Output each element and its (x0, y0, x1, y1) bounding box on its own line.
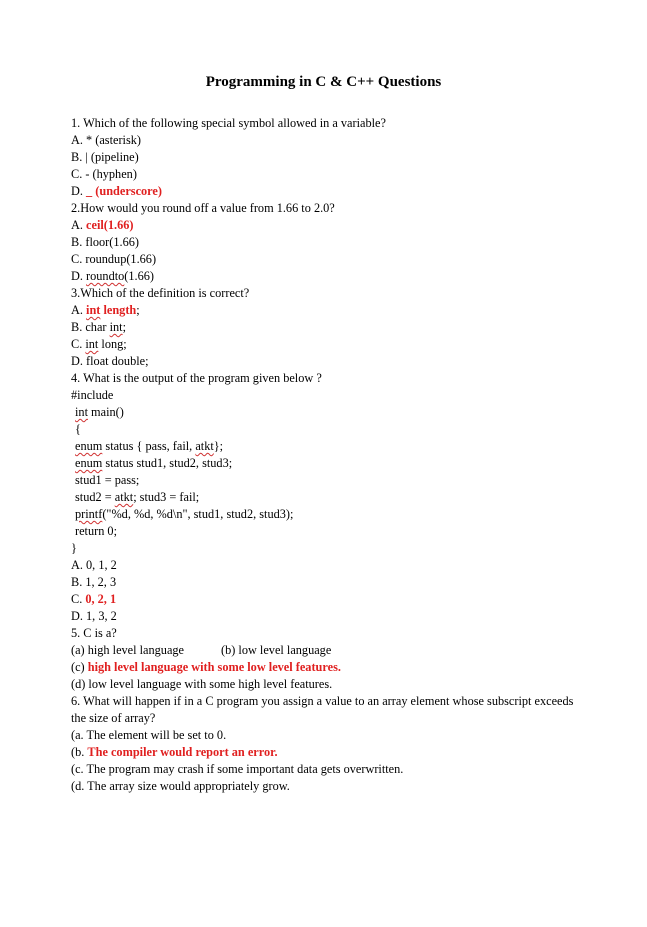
q4-question: 4. What is the output of the program given below ? (71, 371, 322, 385)
code-return: return 0; (75, 524, 118, 538)
q3-option-a (71, 302, 591, 319)
code-enum-def (71, 438, 591, 455)
question-list (71, 115, 591, 795)
q1-option-a: A. * (asterisk) (71, 133, 142, 147)
code-text: status { pass, fail, (102, 439, 196, 453)
code-text: main() (87, 405, 124, 419)
option-prefix: C. (71, 592, 86, 606)
page-title: Programming in C & C++ Questions (205, 74, 442, 90)
q6-option-c: (c. The program may crash if some important data gets overwritten. (71, 762, 404, 776)
option-prefix: (c) (71, 660, 88, 674)
spellcheck-word: roundto (86, 269, 125, 283)
code-open-brace: { (75, 422, 81, 436)
code-text: stud2 = (75, 490, 115, 504)
q1-correct-answer: _ (underscore) (86, 184, 162, 198)
q5-option-c (71, 659, 591, 676)
q2-question: 2.How would you round off a value from 1.66 to 2.0? (71, 201, 335, 215)
option-suffix: ; (122, 320, 126, 334)
q2-option-c: C. roundup(1.66) (71, 252, 157, 266)
code-include: #include (71, 388, 114, 402)
code-text: ; stud3 = fail; (133, 490, 200, 504)
q3-option-b (71, 319, 591, 336)
q4-option-a: A. 0, 1, 2 (71, 558, 117, 572)
q3-option-d: D. float double; (71, 354, 149, 368)
option-prefix: B. char (71, 320, 110, 334)
q2-option-b: B. floor(1.66) (71, 235, 139, 249)
spellcheck-word: atkt (195, 439, 214, 453)
spellcheck-word: int (75, 405, 88, 419)
q2-correct-answer: ceil(1.66) (86, 218, 134, 232)
q2-option-d (71, 268, 591, 285)
q6-correct-answer: The compiler would report an error. (87, 745, 278, 759)
code-text: }; (213, 439, 224, 453)
q3-correct-answer (86, 303, 136, 317)
q6-option-a: (a. The element will be set to 0. (71, 728, 227, 742)
q6-question: 6. What will happen if in a C program you assign a value to an array element whose subscript exceeds the size of array? (71, 694, 574, 725)
q5-correct-answer: high level language with some low level features. (87, 660, 341, 674)
option-prefix: A. (71, 303, 87, 317)
q5-question: 5. C is a? (71, 626, 117, 640)
option-prefix: C. (71, 337, 86, 351)
q4-option-d: D. 1, 3, 2 (71, 609, 117, 623)
code-close-brace: } (71, 541, 77, 555)
q1-option-d (71, 183, 591, 200)
code-printf (71, 506, 591, 523)
q3-option-c (71, 336, 591, 353)
spellcheck-word: int (109, 320, 123, 334)
code-assign-2 (71, 489, 591, 506)
q2-option-a (71, 217, 591, 234)
q1-option-c: C. - (hyphen) (71, 167, 137, 181)
q5-options-ab (71, 642, 591, 659)
answer-rest: length (100, 303, 137, 317)
option-prefix: (b. (71, 745, 88, 759)
spellcheck-word: printf (75, 507, 103, 521)
q5-option-a: (a) high level language (71, 643, 185, 657)
code-enum-vars (71, 455, 591, 472)
q6-option-b (71, 744, 591, 761)
option-prefix: D. (71, 184, 87, 198)
q1-question: 1. Which of the following special symbol allowed in a variable? (71, 116, 386, 130)
q3-question: 3.Which of the definition is correct? (71, 286, 250, 300)
option-prefix: A. (71, 218, 87, 232)
q4-option-b: B. 1, 2, 3 (71, 575, 117, 589)
option-prefix: D. (71, 269, 87, 283)
q6-option-d: (d. The array size would appropriately grow. (71, 779, 290, 793)
code-assign-1: stud1 = pass; (75, 473, 140, 487)
spellcheck-word: atkt (114, 490, 134, 504)
spellcheck-word: enum (75, 439, 103, 453)
option-suffix: (1.66) (124, 269, 155, 283)
q4-option-c (71, 591, 591, 608)
q5-option-b: (b) low level language (221, 643, 332, 657)
spellcheck-word: enum (75, 456, 103, 470)
q1-option-b: B. | (pipeline) (71, 150, 139, 164)
code-main (71, 404, 591, 421)
option-suffix: ; (136, 303, 140, 317)
spellcheck-word: int (86, 303, 101, 317)
spellcheck-word: int (85, 337, 99, 351)
code-text: status stud1, stud2, stud3; (102, 456, 233, 470)
option-suffix: long; (98, 337, 127, 351)
code-text: ("%d, %d, %d\n", stud1, stud2, stud3); (102, 507, 294, 521)
q4-correct-answer: 0, 2, 1 (85, 592, 117, 606)
q5-option-d: (d) low level language with some high level features. (71, 677, 333, 691)
